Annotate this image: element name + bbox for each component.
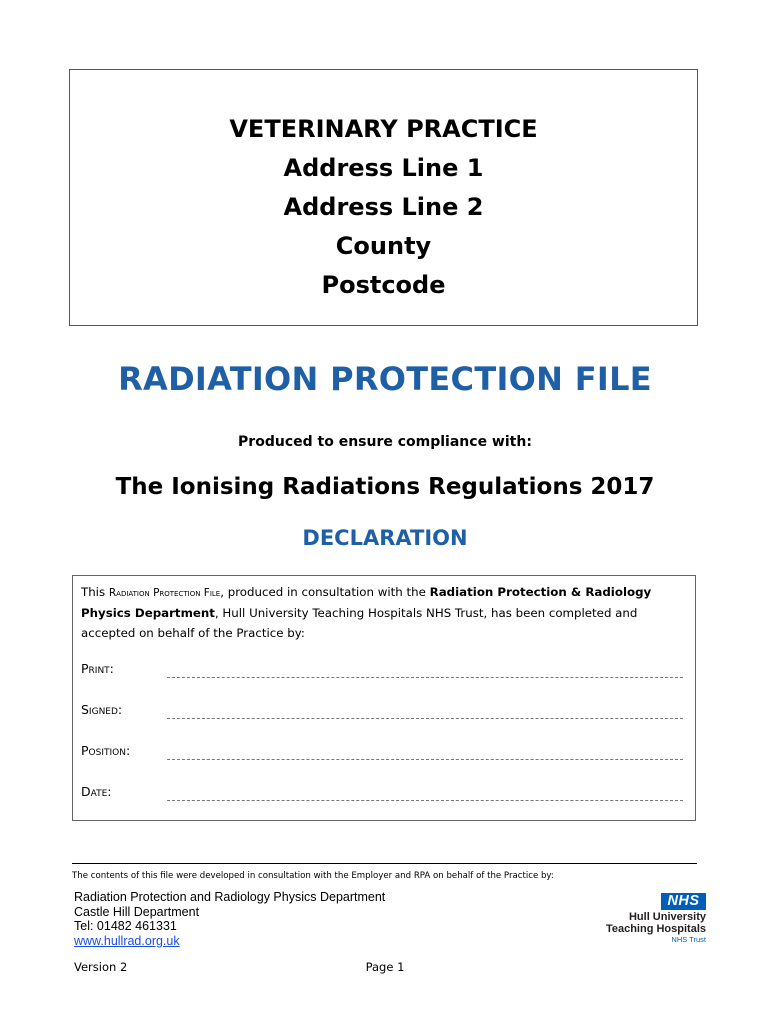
declaration-box [72, 575, 696, 821]
version-label: Version 2 [74, 960, 128, 974]
document-title: RADIATION PROTECTION FILE [118, 360, 652, 398]
declaration-text-mid2: , Hull University Teaching Hospitals NHS Trust, has been completed and accepted on behalf of the Practice by: [81, 606, 638, 640]
address-lines [70, 110, 697, 305]
declaration-file-name: Radiation Protection File [108, 587, 221, 599]
page-number: Page 1 [365, 960, 405, 974]
declaration-text-mid1: , produced in consultation with the [220, 585, 430, 599]
contact-location: Castle Hill Department [74, 904, 200, 919]
nhs-trust-logo [600, 893, 706, 945]
practice-name: VETERINARY PRACTICE [229, 115, 538, 143]
date-label: Date: [81, 784, 112, 799]
address-postcode: Postcode [321, 271, 446, 299]
position-field-row [81, 743, 681, 763]
logo-org-line-2: Teaching Hospitals [605, 922, 706, 935]
contact-department: Radiation Protection and Radiology Physics Department [74, 890, 386, 904]
signed-label: Signed: [81, 702, 123, 717]
logo-organisation [606, 912, 706, 935]
declaration-text-prefix: This [81, 585, 109, 599]
regulations-title: The Ionising Radiations Regulations 2017 [115, 474, 655, 500]
position-signature-line[interactable] [167, 759, 683, 760]
position-label: Position: [81, 743, 131, 758]
logo-trust-label: NHS Trust [671, 935, 706, 944]
logo-org-line-1: Hull University [628, 911, 706, 923]
declaration-text [81, 582, 681, 643]
address-line-1: Address Line 1 [283, 154, 484, 182]
website-link[interactable]: www.hullrad.org.uk [74, 933, 180, 948]
date-signature-line[interactable] [167, 800, 683, 801]
print-label: Print: [81, 661, 114, 676]
declaration-department: Radiation Protection & Radiology Physics Department [81, 585, 652, 620]
footer-divider [72, 863, 697, 864]
declaration-heading: DECLARATION [302, 526, 468, 550]
address-box [69, 69, 698, 326]
print-field-row [81, 661, 681, 681]
contact-phone: Tel: 01482 461331 [74, 919, 177, 933]
signed-signature-line[interactable] [167, 718, 683, 719]
address-county: County [335, 232, 432, 260]
address-line-2: Address Line 2 [283, 193, 484, 221]
print-signature-line[interactable] [167, 677, 683, 678]
nhs-badge: NHS [661, 893, 706, 910]
date-field-row [81, 784, 681, 804]
contact-block [74, 890, 385, 948]
footer-note: The contents of this file were developed in consultation with the Employer and RPA on behalf of the Practice by: [72, 871, 554, 881]
produced-text: Produced to ensure compliance with: [238, 434, 532, 450]
signed-field-row [81, 702, 681, 722]
